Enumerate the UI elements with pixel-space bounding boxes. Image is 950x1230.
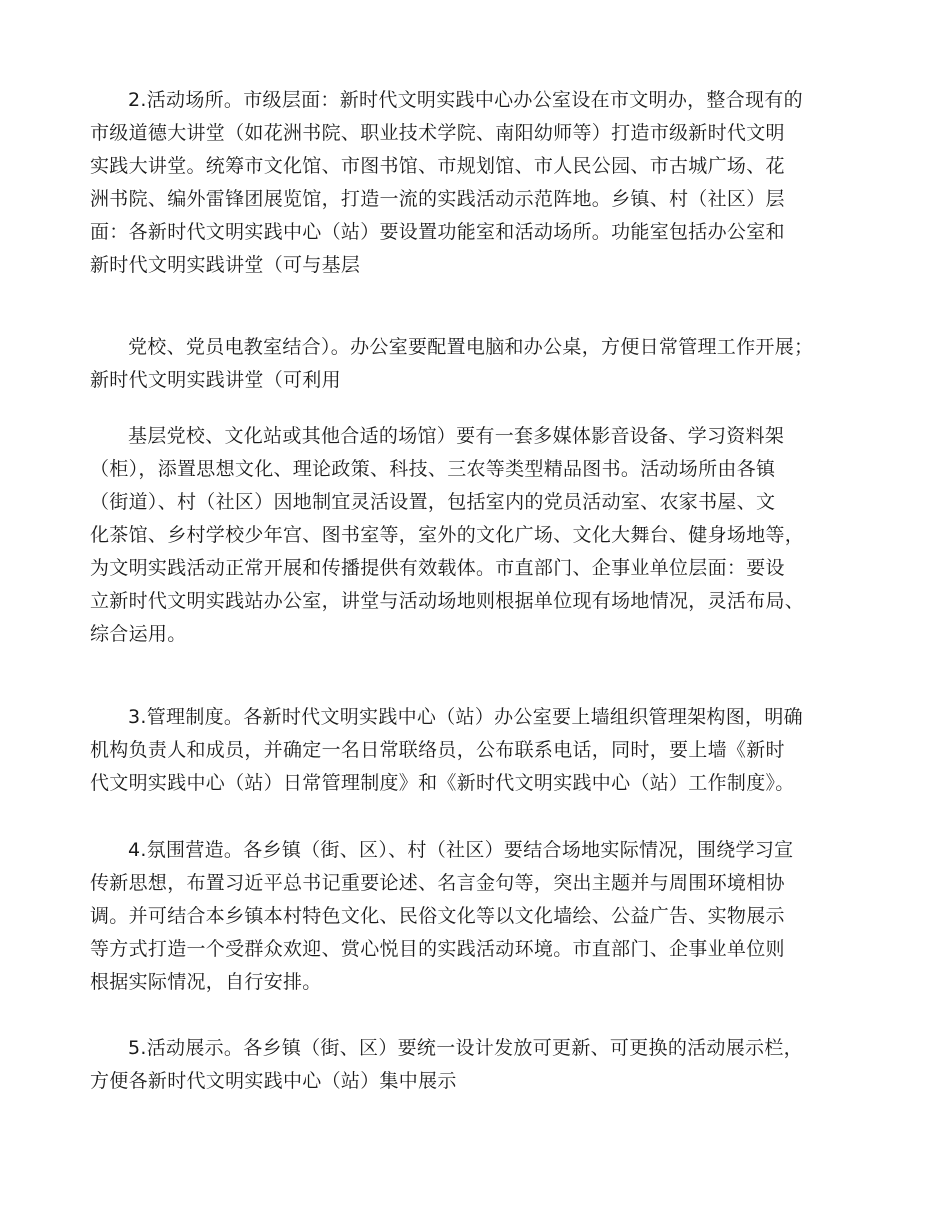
text-line: 洲书院、编外雷锋团展览馆，打造一流的实践活动示范阵地。乡镇、村（社区）层 — [90, 188, 785, 210]
text-line: 根据实际情况，自行安排。 — [90, 971, 322, 993]
text-line: 5.活动展示。各乡镇（街、区）要统一设计发放可更新、可更换的活动展示栏， — [128, 1037, 803, 1059]
text-line: 传新思想，布置习近平总书记重要论述、名言金句等，突出主题并与周围环境相协 — [90, 872, 785, 894]
text-line: 市级道德大讲堂（如花洲书院、职业技术学院、南阳幼师等）打造市级新时代文明 — [90, 122, 785, 144]
text-line: 实践大讲堂。统筹市文化馆、市图书馆、市规划馆、市人民公园、市古城广场、花 — [90, 155, 785, 177]
paragraph-management-system — [90, 701, 870, 800]
paragraph-activity-venue — [90, 84, 870, 282]
text-line: 新时代文明实践讲堂（可与基层 — [90, 254, 361, 276]
paragraph-atmosphere — [90, 834, 870, 999]
text-line: 调。并可结合本乡镇本村特色文化、民俗文化等以文化墙绘、公益广告、实物展示 — [90, 905, 785, 927]
text-line: 综合运用。 — [90, 623, 187, 645]
paragraph-activity-venue-cont-1 — [90, 331, 870, 397]
paragraph-activity-display — [90, 1032, 870, 1098]
paragraph-activity-venue-cont-2 — [90, 420, 870, 651]
text-line: 立新时代文明实践站办公室，讲堂与活动场地则根据单位现有场地情况，灵活布局、 — [90, 590, 805, 612]
text-line: （柜），添置思想文化、理论政策、科技、三农等类型精品图书。活动场所由各镇 — [90, 458, 776, 480]
text-line: 面：各新时代文明实践中心（站）要设置功能室和活动场所。功能室包括办公室和 — [90, 221, 785, 243]
text-line: （街道）、村（社区）因地制宜灵活设置，包括室内的党员活动室、农家书屋、文 — [90, 491, 776, 513]
text-line: 代文明实践中心（站）日常管理制度》和《新时代文明实践中心（站）工作制度》。 — [90, 772, 795, 794]
text-line: 为文明实践活动正常开展和传播提供有效载体。市直部门、企事业单位层面：要设 — [90, 557, 785, 579]
text-line: 化茶馆、乡村学校少年宫、图书室等，室外的文化广场、文化大舞台、健身场地等， — [90, 524, 805, 546]
text-line: 等方式打造一个受群众欢迎、赏心悦目的实践活动环境。市直部门、企事业单位则 — [90, 938, 785, 960]
text-line: 4.氛围营造。各乡镇（街、区）、村（社区）要结合场地实际情况，围绕学习宣 — [128, 839, 794, 861]
text-line: 党校、党员电教室结合）。办公室要配置电脑和办公桌，方便日常管理工作开展； — [128, 336, 814, 358]
text-line: 2.活动场所。市级层面：新时代文明实践中心办公室设在市文明办，整合现有的 — [128, 89, 803, 111]
text-line: 基层党校、文化站或其他合适的场馆）要有一套多媒体影音设备、学习资料架 — [128, 425, 785, 447]
text-line: 机构负责人和成员，并确定一名日常联络员，公布联系电话，同时，要上墙《新时 — [90, 739, 785, 761]
text-line: 新时代文明实践讲堂（可利用 — [90, 369, 341, 391]
text-line: 3.管理制度。各新时代文明实践中心（站）办公室要上墙组织管理架构图，明确 — [128, 706, 803, 728]
text-line: 方便各新时代文明实践中心（站）集中展示 — [90, 1070, 457, 1092]
